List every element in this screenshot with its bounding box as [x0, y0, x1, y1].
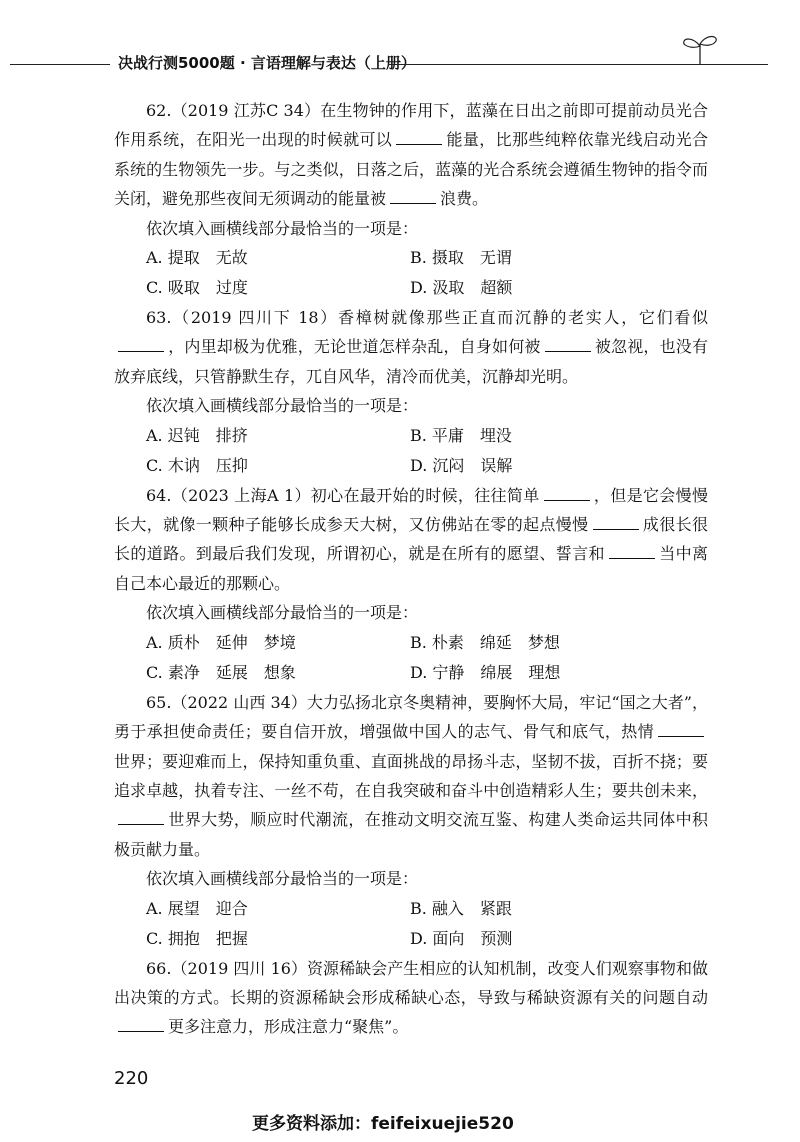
header-rule-left [10, 64, 110, 65]
answer-blank [396, 129, 442, 145]
book-title: 决战行测5000题 · 言语理解与表达（上册） [118, 54, 416, 72]
option-d: D. 面向 预测 [410, 928, 513, 948]
option-c: C. 木讷 压抑 [146, 455, 248, 475]
option-d: D. 宁静 绵展 理想 [410, 662, 561, 682]
question-64: 64.（2023 上海A 1）初心在最开始的时候，往往简单 ，但是它会慢慢长大，就像一颗种子能够长成参天大树，又仿佛站在零的起点慢慢 成很长很长的道路。到最后我们发现，所谓初心，就是在所有的愿望、誓言和 当中离自己本心最近的那颗心。 [114, 485, 708, 593]
question-stem: 依次填入画横线部分最恰当的一项是： [146, 603, 419, 623]
options-row [114, 894, 708, 924]
question-stem: 依次填入画横线部分最恰当的一项是： [146, 869, 419, 889]
question-62: 62.（2019 江苏C 34）在生物钟的作用下，蓝藻在日出之前即可提前动员光合作用系统，在阳光一出现的时候就可以 能量，比那些纯粹依靠光线启动光合系统的生物领先一步。与之类似，日落之后，蓝藻的光合系统会遵循生物钟的指令而关闭，避免那些夜间无须调动的能量被 浪费。 [114, 101, 708, 209]
question-63: 63.（2019 四川下 18）香樟树就像那些正直而沉静的老实人，它们看似，内里却极为优雅，无论世道怎样杂乱，自身如何被 被忽视，也没有放弃底线，只管静默生存，兀自风华，清冷而优美，沉静却光明。 [114, 308, 708, 386]
option-a: A. 迟钝 排挤 [146, 425, 248, 445]
question-66: 66.（2019 四川 16）资源稀缺会产生相应的认知机制，改变人们观察事物和做出决策的方式。长期的资源稀缺会形成稀缺心态，导致与稀缺资源有关的问题自动更多注意力，形成注意力“聚焦”。 [114, 958, 708, 1037]
options-row [114, 924, 708, 954]
option-d: D. 沉闷 误解 [410, 455, 513, 475]
question-65: 65.（2022 山西 34）大力弘扬北京冬奥精神，要胸怀大局，牢记“国之大者”，勇于承担使命责任；要自信开放，增强做中国人的志气、骨气和底气，热情世界；要迎难而上，保持知重负重、直面挑战的昂扬斗志，坚韧不拔，百折不挠；要追求卓越，执着专注、一丝不苟，在自我突破和奋斗中创造精彩人生；要共创未来，世界大势，顺应时代潮流，在推动文明交流互鉴、构建人类命运共同体中积极贡献力量。 [114, 692, 708, 859]
option-c: C. 拥抱 把握 [146, 928, 248, 948]
option-b: B. 摄取 无谓 [410, 248, 512, 268]
page-number: 220 [114, 1068, 149, 1089]
options-row [114, 451, 708, 481]
answer-blank [390, 188, 436, 204]
answer-blank [118, 809, 164, 825]
page-content [114, 96, 708, 1042]
question-stem: 依次填入画横线部分最恰当的一项是： [146, 396, 419, 416]
options-row [114, 628, 708, 658]
option-b: B. 平庸 埋没 [410, 425, 512, 445]
option-b: B. 朴素 绵延 梦想 [410, 632, 560, 652]
answer-blank [609, 543, 655, 559]
option-c: C. 吸取 过度 [146, 278, 248, 298]
sprout-icon [680, 32, 720, 66]
answer-blank [658, 721, 704, 737]
options-row [114, 658, 708, 688]
answer-blank [593, 514, 639, 530]
answer-blank [118, 1016, 164, 1032]
answer-blank [118, 336, 164, 352]
question-stem: 依次填入画横线部分最恰当的一项是： [146, 218, 419, 238]
options-row [114, 421, 708, 451]
footer-note: 更多资料添加：feifeixuejie520 [252, 1114, 514, 1134]
option-d: D. 汲取 超额 [410, 278, 513, 298]
answer-blank [545, 336, 591, 352]
option-b: B. 融入 紧跟 [410, 898, 512, 918]
option-a: A. 展望 迎合 [146, 898, 248, 918]
running-header [0, 44, 800, 76]
options-row [114, 243, 708, 273]
answer-blank [544, 485, 590, 501]
option-a: A. 提取 无故 [146, 248, 248, 268]
option-c: C. 素净 延展 想象 [146, 662, 296, 682]
option-a: A. 质朴 延伸 梦境 [146, 632, 296, 652]
options-row [114, 273, 708, 303]
